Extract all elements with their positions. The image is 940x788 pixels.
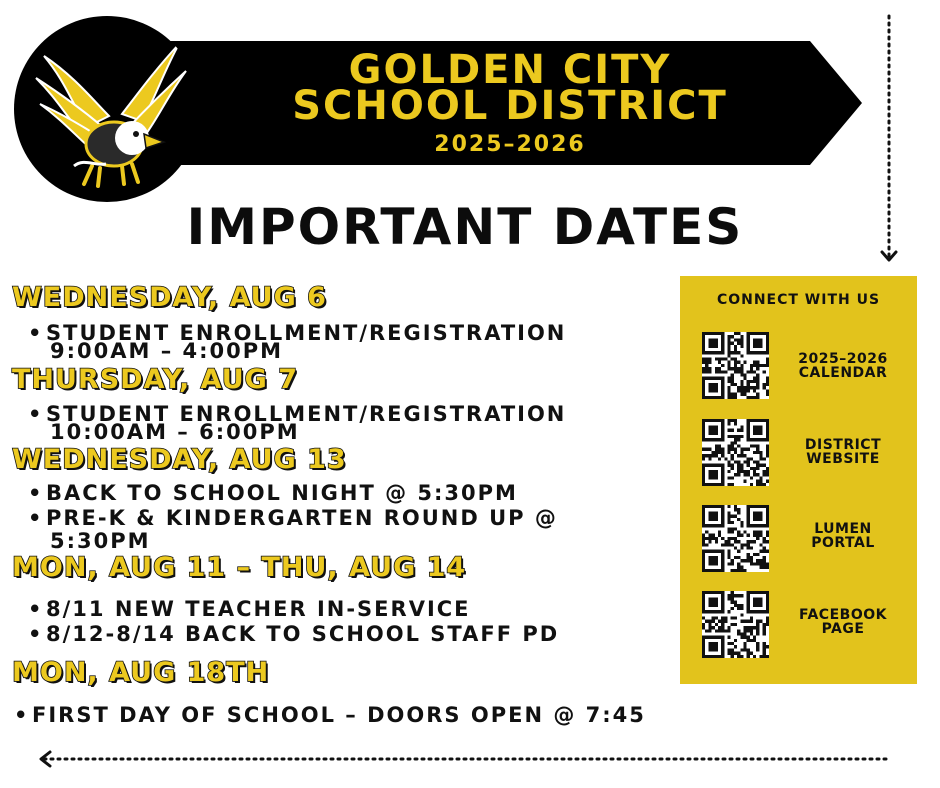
event-item: • BACK TO SCHOOL NIGHT @ 5:30PM bbox=[28, 481, 518, 505]
dotted-arrow-left-icon bbox=[36, 746, 894, 772]
event-item: • FIRST DAY OF SCHOOL – DOORS OPEN @ 7:45 bbox=[14, 703, 646, 727]
connect-panel bbox=[680, 276, 917, 684]
event-item: • 8/11 NEW TEACHER IN-SERVICE bbox=[28, 597, 471, 621]
event-day-heading: WEDNESDAY, AUG 6 bbox=[12, 282, 327, 313]
event-item-text: 8/11 NEW TEACHER IN-SERVICE bbox=[46, 597, 471, 621]
calendar-link-label[interactable] bbox=[772, 352, 914, 380]
qr-label-line1: LUMEN bbox=[814, 521, 872, 537]
event-item: • 8/12-8/14 BACK TO SCHOOL STAFF PD bbox=[28, 622, 560, 646]
qr-label-line1: FACEBOOK bbox=[799, 607, 887, 623]
event-day-heading: MON, AUG 18TH bbox=[12, 657, 270, 688]
event-item: • PRE-K & KINDERGARTEN ROUND UP @ bbox=[28, 506, 558, 530]
eagle-logo-icon bbox=[14, 16, 200, 202]
facebook-link-label[interactable] bbox=[772, 608, 914, 636]
school-year: 2025–2026 bbox=[434, 132, 586, 157]
website-link-label[interactable] bbox=[772, 438, 914, 466]
facebook-qr-code-icon[interactable] bbox=[702, 591, 769, 658]
district-title-line2: SCHOOL DISTRICT bbox=[292, 83, 728, 129]
event-item-time: 5:30PM bbox=[50, 529, 151, 553]
district-title-line1: GOLDEN CITY bbox=[348, 47, 672, 93]
event-item-text: STUDENT ENROLLMENT/REGISTRATION bbox=[46, 321, 567, 345]
event-item-text: PRE-K & KINDERGARTEN ROUND UP @ bbox=[46, 506, 558, 530]
qr-label-line2: CALENDAR bbox=[798, 365, 888, 381]
qr-label-line2: PAGE bbox=[821, 621, 865, 637]
event-item: • STUDENT ENROLLMENT/REGISTRATION bbox=[28, 402, 567, 426]
calendar-qr-code-icon[interactable] bbox=[702, 332, 769, 399]
portal-qr-code-icon[interactable] bbox=[702, 505, 769, 572]
dotted-arrow-down-icon bbox=[874, 14, 904, 266]
connect-title: CONNECT WITH US bbox=[716, 292, 881, 308]
event-item-text: BACK TO SCHOOL NIGHT @ 5:30PM bbox=[46, 481, 518, 505]
event-item-text: 8/12-8/14 BACK TO SCHOOL STAFF PD bbox=[46, 622, 560, 646]
qr-label-line2: PORTAL bbox=[811, 535, 875, 551]
event-day-heading: THURSDAY, AUG 7 bbox=[12, 364, 298, 395]
qr-label-line1: 2025–2026 bbox=[798, 351, 888, 367]
event-day-heading: MON, AUG 11 – THU, AUG 14 bbox=[12, 552, 467, 583]
website-qr-code-icon[interactable] bbox=[702, 419, 769, 486]
event-day-heading: WEDNESDAY, AUG 13 bbox=[12, 444, 347, 475]
page-headline: IMPORTANT DATES bbox=[186, 198, 744, 256]
event-item: • STUDENT ENROLLMENT/REGISTRATION bbox=[28, 321, 567, 345]
event-item-time: 9:00AM – 4:00PM bbox=[50, 339, 284, 363]
event-item-time: 10:00AM – 6:00PM bbox=[50, 420, 300, 444]
qr-label-line1: DISTRICT bbox=[804, 437, 882, 453]
portal-link-label[interactable] bbox=[772, 522, 914, 550]
event-item-text: STUDENT ENROLLMENT/REGISTRATION bbox=[46, 402, 567, 426]
qr-label-line2: WEBSITE bbox=[806, 451, 880, 467]
event-item-text: FIRST DAY OF SCHOOL – DOORS OPEN @ 7:45 bbox=[32, 703, 646, 727]
